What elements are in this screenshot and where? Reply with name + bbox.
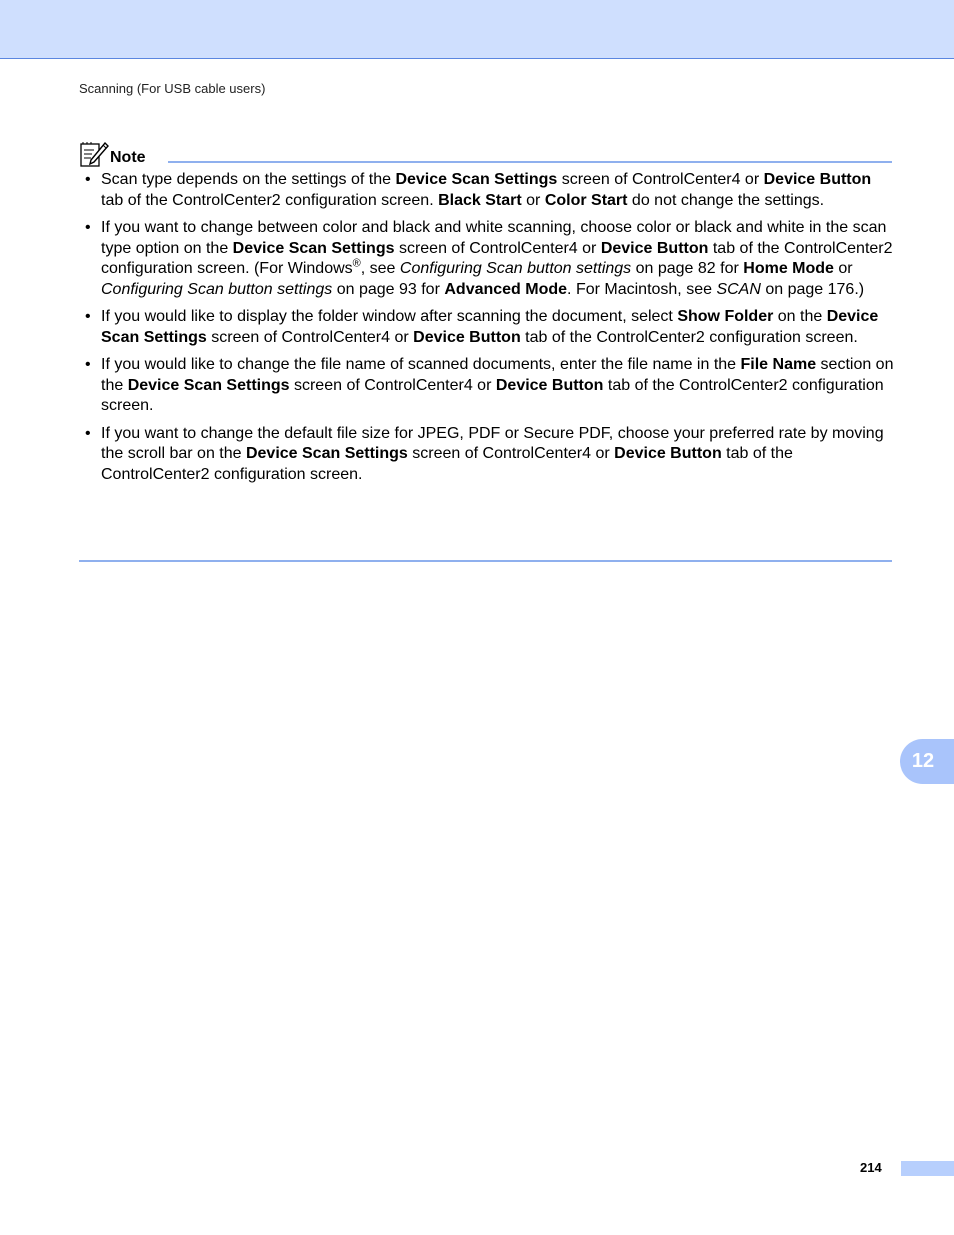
italic-reference: Configuring Scan button settings (399, 260, 632, 277)
note-header (79, 141, 892, 167)
note-label: Note (110, 149, 146, 166)
text-run: tab of the ControlCenter2 configuration screen. (101, 445, 793, 483)
text-run: tab of the ControlCenter2 configuration screen. (520, 328, 858, 346)
text-run: screen of ControlCenter4 or (407, 445, 615, 462)
text-run: on page 82 for (631, 260, 744, 277)
bold-term: Show Folder (677, 308, 774, 325)
note-divider (168, 161, 892, 163)
italic-reference: SCAN (716, 280, 761, 298)
note-bullet-item (85, 218, 895, 300)
text-run: screen of ControlCenter4 or (557, 171, 764, 188)
bold-term: Device Scan Settings (101, 308, 879, 346)
page-number: 214 (860, 1160, 882, 1175)
text-run: If you want to change the default file size for JPEG, PDF or Secure PDF, choose your preferred rate by moving the scroll bar on the (101, 424, 884, 462)
text-run: section on the (101, 356, 894, 394)
bold-term: Device Scan Settings (232, 239, 395, 257)
text-run: on page 93 for (332, 280, 445, 298)
text-run: Scan type depends on the settings of the (101, 171, 396, 188)
note-pencil-icon (79, 141, 109, 169)
text-run: If you want to change between color and black and white scanning, choose color or black and white in the scan type option on the (101, 219, 887, 257)
text-run: do not change the settings. (627, 191, 825, 209)
bold-term: Device Button (413, 328, 521, 346)
text-run: tab of the ControlCenter2 configuration screen. (For Windows (101, 239, 893, 277)
bold-term: Device Button (495, 376, 604, 394)
italic-reference: Configuring Scan button settings (101, 280, 333, 298)
running-header: Scanning (For USB cable users) (79, 81, 266, 96)
text-run: If you would like to change the file name of scanned documents, enter the file name in the (101, 356, 741, 373)
bullet-marker: • (85, 308, 91, 325)
note-bullet-list (85, 170, 895, 492)
text-run: If you would like to display the folder window after scanning the document, select (101, 308, 678, 325)
note-bullet-item (85, 307, 895, 348)
text-run: tab of the ControlCenter2 configuration screen. (101, 376, 884, 414)
text-run: or (521, 191, 545, 209)
bold-term: Home Mode (743, 260, 834, 277)
text-run: , see (360, 260, 400, 277)
bullet-marker: • (85, 171, 91, 188)
bullet-marker: • (85, 356, 91, 373)
bold-term: File Name (740, 356, 817, 373)
note-bullet-item (85, 355, 895, 417)
note-bottom-divider (79, 560, 892, 562)
note-bullet-item (85, 170, 895, 211)
bold-term: Device Button (600, 239, 709, 257)
bold-term: Device Scan Settings (127, 376, 290, 394)
text-run: . For Macintosh, see (567, 280, 717, 298)
chapter-tab: 12 (900, 739, 954, 784)
page-number-bar (901, 1161, 954, 1176)
bold-term: Device Scan Settings (395, 171, 558, 188)
text-run: screen of ControlCenter4 or (394, 239, 601, 257)
bold-term: Device Scan Settings (245, 445, 408, 462)
text-run: ® (352, 257, 361, 270)
bullet-marker: • (85, 219, 91, 236)
bold-term: Advanced Mode (444, 280, 568, 298)
text-run: on page 176.) (760, 280, 865, 298)
bold-term: Black Start (438, 191, 522, 209)
text-run: on the (773, 308, 827, 325)
text-run: screen of ControlCenter4 or (289, 376, 496, 394)
bold-term: Device Button (614, 445, 722, 462)
bold-term: Device Button (763, 171, 872, 188)
text-run: tab of the ControlCenter2 configuration screen. (101, 191, 439, 209)
header-band (0, 0, 954, 59)
text-run: screen of ControlCenter4 or (206, 328, 414, 346)
note-bullet-item (85, 424, 895, 486)
bold-term: Color Start (544, 191, 628, 209)
text-run: or (833, 260, 853, 277)
bullet-marker: • (85, 424, 91, 442)
